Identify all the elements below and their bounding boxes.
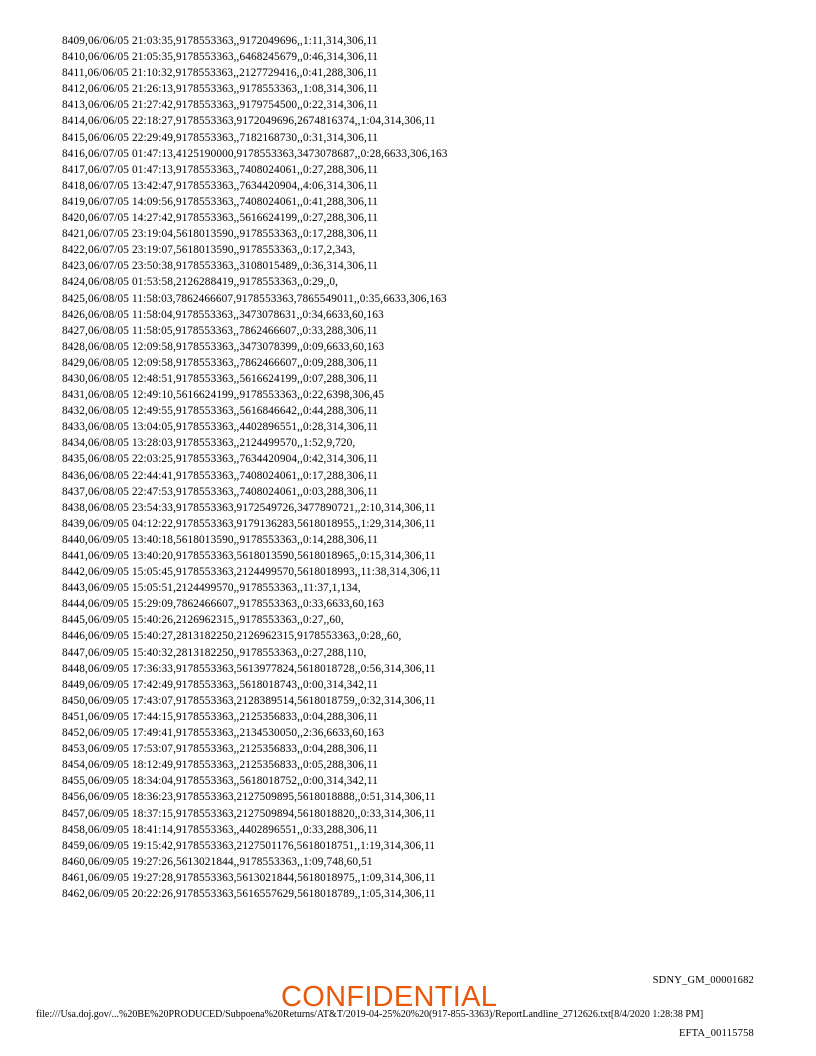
call-record-line: 8428,06/08/05 12:09:58,9178553363,,3473078399,,0:09,6633,60,163 xyxy=(62,340,385,353)
call-record-line: 8430,06/08/05 12:48:51,9178553363,,5616624199,,0:07,288,306,11 xyxy=(62,372,378,385)
call-record-line: 8411,06/06/05 21:10:32,9178553363,,2127729416,,0:41,288,306,11 xyxy=(62,67,378,80)
call-record-line: 8421,06/07/05 23:19:04,5618013590,,9178553363,,0:17,288,306,11 xyxy=(62,228,378,241)
call-record-line: 8442,06/09/05 15:05:45,9178553363,2124499570,5618018993,,11:38,314,306,11 xyxy=(62,566,441,579)
call-record-line: 8417,06/07/05 01:47:13,9178553363,,7408024061,,0:27,288,306,11 xyxy=(62,163,378,176)
footer-file-path: file:///Usa.doj.gov/...%20BE%20PRODUCED/Subpoena%20Returns/AT&T/2019-04-25%20%20(917-855-3363)/ReportLandline_2712626.txt[8/4/2020 1:28:38 PM] xyxy=(36,1009,704,1020)
call-record-line: 8424,06/08/05 01:53:58,2126288419,,9178553363,,0:29,,0, xyxy=(62,276,339,289)
call-record-line: 8434,06/08/05 13:28:03,9178553363,,2124499570,,1:52,9,720, xyxy=(62,437,356,450)
call-record-line: 8446,06/09/05 15:40:27,2813182250,2126962315,9178553363,,0:28,,60, xyxy=(62,630,402,643)
call-record-line: 8452,06/09/05 17:49:41,9178553363,,2134530050,,2:36,6633,60,163 xyxy=(62,727,385,740)
call-record-line: 8412,06/06/05 21:26:13,9178553363,,9178553363,,1:08,314,306,11 xyxy=(62,83,378,96)
call-record-line: 8419,06/07/05 14:09:56,9178553363,,7408024061,,0:41,288,306,11 xyxy=(62,195,378,208)
call-record-line: 8433,06/08/05 13:04:05,9178553363,,4402896551,,0:28,314,306,11 xyxy=(62,421,378,434)
call-record-line: 8462,06/09/05 20:22:26,9178553363,5616557629,5618018789,,1:05,314,306,11 xyxy=(62,887,436,900)
call-record-line: 8429,06/08/05 12:09:58,9178553363,,7862466607,,0:09,288,306,11 xyxy=(62,356,378,369)
call-record-line: 8459,06/09/05 19:15:42,9178553363,2127501176,5618018751,,1:19,314,306,11 xyxy=(62,839,436,852)
call-record-line: 8448,06/09/05 17:36:33,9178553363,5613977824,5618018728,,0:56,314,306,11 xyxy=(62,662,436,675)
call-record-line: 8455,06/09/05 18:34:04,9178553363,,5618018752,,0:00,314,342,11 xyxy=(62,775,378,788)
call-record-line: 8420,06/07/05 14:27:42,9178553363,,5616624199,,0:27,288,306,11 xyxy=(62,212,378,225)
call-record-line: 8438,06/08/05 23:54:33,9178553363,9172549726,3477890721,,2:10,314,306,11 xyxy=(62,501,436,514)
call-record-line: 8460,06/09/05 19:27:26,5613021844,,9178553363,,1:09,748,60,51 xyxy=(62,855,373,868)
call-record-line: 8443,06/09/05 15:05:51,2124499570,,9178553363,,11:37,1,134, xyxy=(62,582,361,595)
bates-number-top: SDNY_GM_00001682 xyxy=(652,975,754,986)
call-record-line: 8456,06/09/05 18:36:23,9178553363,2127509895,5618018888,,0:51,314,306,11 xyxy=(62,791,436,804)
call-record-line: 8461,06/09/05 19:27:28,9178553363,5613021844,5618018975,,1:09,314,306,11 xyxy=(62,871,436,884)
call-record-line: 8425,06/08/05 11:58:03,7862466607,9178553363,7865549011,,0:35,6633,306,163 xyxy=(62,292,447,305)
call-record-line: 8457,06/09/05 18:37:15,9178553363,2127509894,5618018820,,0:33,314,306,11 xyxy=(62,807,436,820)
call-record-line: 8416,06/07/05 01:47:13,4125190000,9178553363,3473078687,,0:28,6633,306,163 xyxy=(62,147,448,160)
call-record-line: 8441,06/09/05 13:40:20,9178553363,5618013590,5618018965,,0:15,314,306,11 xyxy=(62,550,436,562)
call-record-line: 8415,06/06/05 22:29:49,9178553363,,7182168730,,0:31,314,306,11 xyxy=(62,131,378,144)
call-record-line: 8431,06/08/05 12:49:10,5616624199,,9178553363,,0:22,6398,306,45 xyxy=(62,389,385,402)
call-record-line: 8418,06/07/05 13:42:47,9178553363,,7634420904,,4:06,314,306,11 xyxy=(62,179,378,192)
bates-number-bottom: EFTA_00115758 xyxy=(679,1028,754,1039)
call-record-line: 8440,06/09/05 13:40:18,5618013590,,9178553363,,0:14,288,306,11 xyxy=(62,533,378,546)
call-record-line: 8444,06/09/05 15:29:09,7862466607,,9178553363,,0:33,6633,60,163 xyxy=(62,598,385,611)
call-record-line: 8435,06/08/05 22:03:25,9178553363,,7634420904,,0:42,314,306,11 xyxy=(62,453,378,466)
call-record-line: 8453,06/09/05 17:53:07,9178553363,,2125356833,,0:04,288,306,11 xyxy=(62,743,378,756)
call-record-line: 8454,06/09/05 18:12:49,9178553363,,2125356833,,0:05,288,306,11 xyxy=(62,759,378,772)
call-record-line: 8414,06/06/05 22:18:27,9178553363,9172049696,2674816374,,1:04,314,306,11 xyxy=(62,115,436,128)
call-record-line: 8426,06/08/05 11:58:04,9178553363,,3473078631,,0:34,6633,60,163 xyxy=(62,308,384,321)
call-record-line: 8449,06/09/05 17:42:49,9178553363,,5618018743,,0:00,314,342,11 xyxy=(62,678,378,691)
call-detail-records-list xyxy=(62,33,762,902)
call-record-line: 8409,06/06/05 21:03:35,9178553363,,9172049696,,1:11,314,306,11 xyxy=(62,35,378,47)
call-record-line: 8450,06/09/05 17:43:07,9178553363,2128389514,5618018759,,0:32,314,306,11 xyxy=(62,694,436,707)
call-record-line: 8427,06/08/05 11:58:05,9178553363,,7862466607,,0:33,288,306,11 xyxy=(62,324,378,337)
call-record-line: 8451,06/09/05 17:44:15,9178553363,,2125356833,,0:04,288,306,11 xyxy=(62,710,378,723)
call-record-line: 8432,06/08/05 12:49:55,9178553363,,5616846642,,0:44,288,306,11 xyxy=(62,405,378,418)
confidential-watermark: CONFIDENTIAL xyxy=(281,981,498,1013)
call-record-line: 8458,06/09/05 18:41:14,9178553363,,4402896551,,0:33,288,306,11 xyxy=(62,823,378,836)
call-record-line: 8422,06/07/05 23:19:07,5618013590,,9178553363,,0:17,2,343, xyxy=(62,244,356,257)
call-record-line: 8439,06/09/05 04:12:22,9178553363,9179136283,5618018955,,1:29,314,306,11 xyxy=(62,517,436,530)
call-record-line: 8423,06/07/05 23:50:38,9178553363,,3108015489,,0:36,314,306,11 xyxy=(62,260,378,273)
call-record-line: 8437,06/08/05 22:47:53,9178553363,,7408024061,,0:03,288,306,11 xyxy=(62,485,378,498)
call-record-line: 8413,06/06/05 21:27:42,9178553363,,9179754500,,0:22,314,306,11 xyxy=(62,99,378,112)
call-record-line: 8445,06/09/05 15:40:26,2126962315,,9178553363,,0:27,,60, xyxy=(62,614,344,627)
call-record-line: 8447,06/09/05 15:40:32,2813182250,,9178553363,,0:27,288,110, xyxy=(62,646,367,659)
call-record-line: 8410,06/06/05 21:05:35,9178553363,,6468245679,,0:46,314,306,11 xyxy=(62,51,378,64)
call-record-line: 8436,06/08/05 22:44:41,9178553363,,7408024061,,0:17,288,306,11 xyxy=(62,469,378,482)
